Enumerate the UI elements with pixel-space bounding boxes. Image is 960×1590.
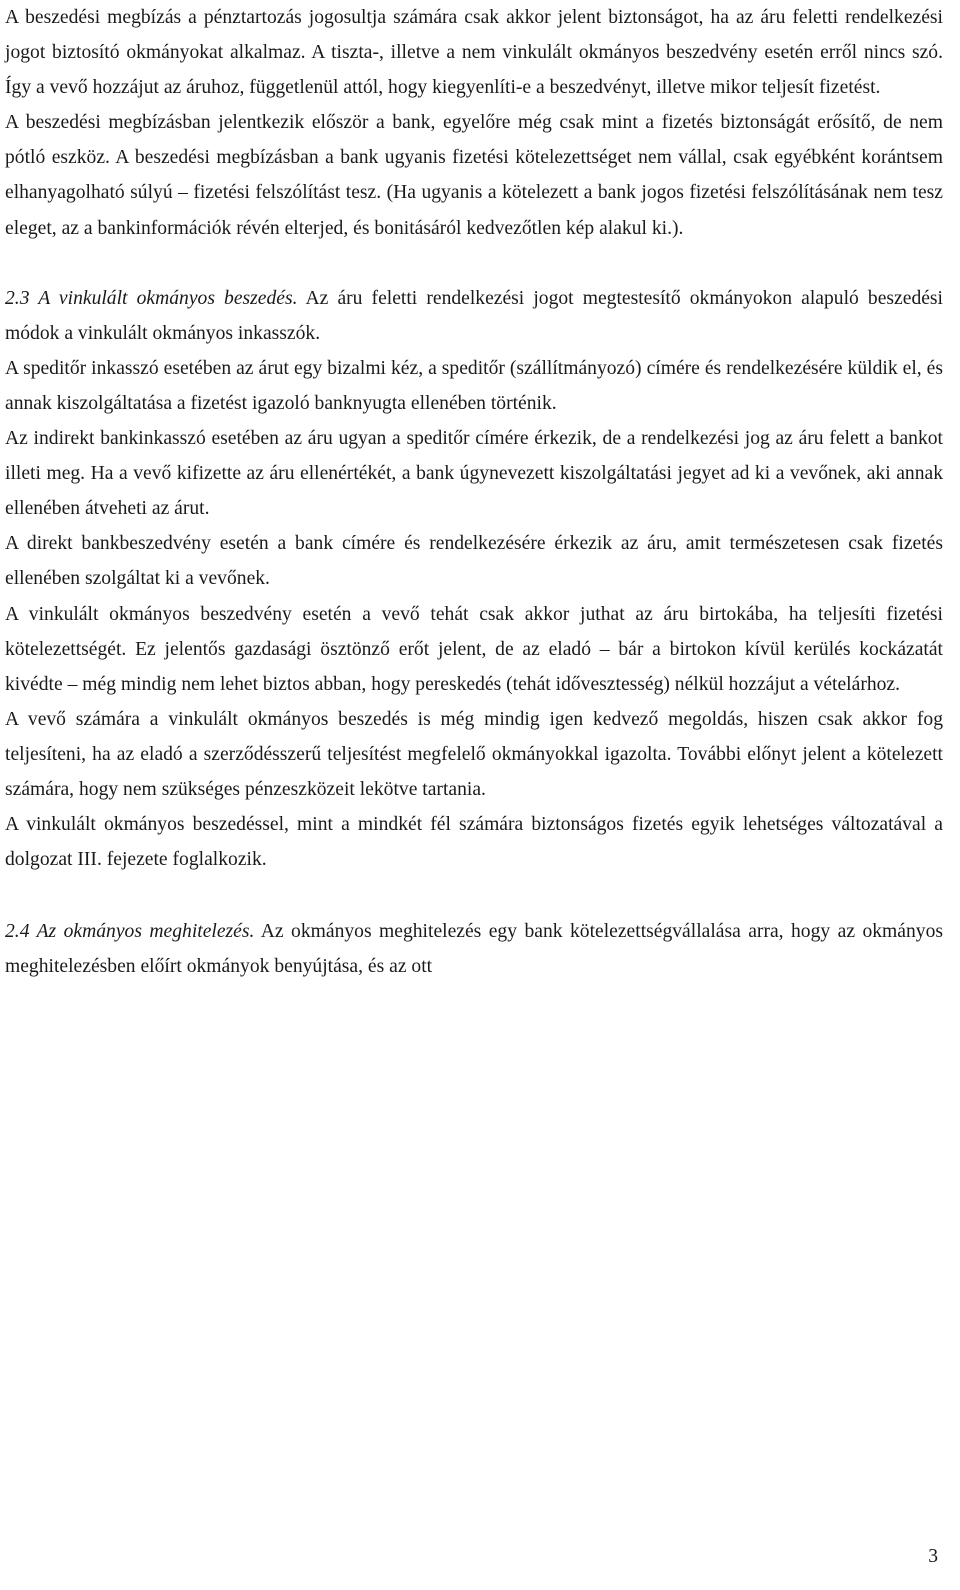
section-text-2-3: Az áru feletti rendelkezési jogot megtestesítő okmányokon alapuló beszedési módok a vinkulált okmányos inkasszók. xyxy=(5,287,944,344)
paragraph-vinkulalt-vevo: A vinkulált okmányos beszedvény esetén a vevő tehát csak akkor juthat az áru birtokába, ha teljesíti fizetési kötelezettségét. Ez jelentős gazdasági ösztönző erőt jelent, de az eladó – bár a birtokon kívül kerülés kockázatát kivédte – még mindig nem lehet biztos abban, hogy pereskedés (tehát idővesztesség) nélkül hozzájut a vételárhoz. xyxy=(5,603,943,695)
document-page xyxy=(5,0,943,984)
page-number: 3 xyxy=(928,1546,938,1567)
paragraph-1: A beszedési megbízás a pénztartozás jogosultja számára csak akkor jelent biztonságot, ha az áru feletti rendelkezési jogot biztosító okmányokat alkalmaz. A tiszta-, illetve a nem vinkulált okmányos beszedvény esetén erről nincs szó. Így a vevő hozzájut az áruhoz, függetlenül attól, hogy kiegyenlíti-e a beszedvényt, illetve mikor teljesít fizetést. xyxy=(5,7,943,99)
paragraph-fejezet: A vinkulált okmányos beszedéssel, mint a mindkét fél számára biztonságos fizetés egyik lehetséges változatával a dolgozat III. fejezete foglalkozik. xyxy=(5,814,943,871)
paragraph-indirekt: Az indirekt bankinkasszó esetében az áru ugyan a speditőr címére érkezik, de a rendelkezési jog az áru felett a bankot illeti meg. Ha a vevő kifizette az áru ellenértékét, a bank úgynevezett kiszolgáltatási jegyet ad ki a vevőnek, aki annak ellenében átveheti az árut. xyxy=(5,428,943,520)
paragraph-speditor: A speditőr inkasszó esetében az árut egy bizalmi kéz, a speditőr (szállítmányozó) címére és rendelkezésére küldik el, és annak kiszolgáltatása a fizetést igazoló banknyugta ellenében történik. xyxy=(5,357,943,414)
paragraph-vevo-szamara: A vevő számára a vinkulált okmányos beszedés is még mindig igen kedvező megoldás, hiszen csak akkor fog teljesíteni, ha az eladó a szerződésszerű teljesítést megfelelő okmányokkal igazolta. További előnyt jelent a kötelezett számára, hogy nem szükséges pénzeszközeit lekötve tartania. xyxy=(5,708,943,800)
section-2-3 xyxy=(5,281,943,351)
section-heading-2-3: 2.3 A vinkulált okmányos beszedés. xyxy=(5,287,298,309)
paragraph-direkt: A direkt bankbeszedvény esetén a bank címére és rendelkezésére érkezik az áru, amit természetesen csak fizetés ellenében szolgáltat ki a vevőnek. xyxy=(5,533,943,590)
section-heading-2-4: 2.4 Az okmányos meghitelezés. xyxy=(5,921,255,943)
paragraph-2: A beszedési megbízásban jelentkezik először a bank, egyelőre még csak mint a fizetés biztonságát erősítő, de nem pótló eszköz. A beszedési megbízásban a bank ugyanis fizetési kötelezettséget nem vállal, csak egyébként korántsem elhanyagolható súlyú – fizetési felszólítást tesz. (Ha ugyanis a kötelezett a bank jogos fizetési felszólításának nem tesz eleget, az a bankinformációk révén elterjed, és bonitásáról kedvezőtlen kép alakul ki.). xyxy=(5,112,943,239)
section-2-4 xyxy=(5,914,943,984)
section-text-2-4: Az okmányos meghitelezés egy bank kötelezettségvállalása arra, hogy az okmányos meghitelezésben előírt okmányok benyújtása, és az ott xyxy=(5,921,943,978)
